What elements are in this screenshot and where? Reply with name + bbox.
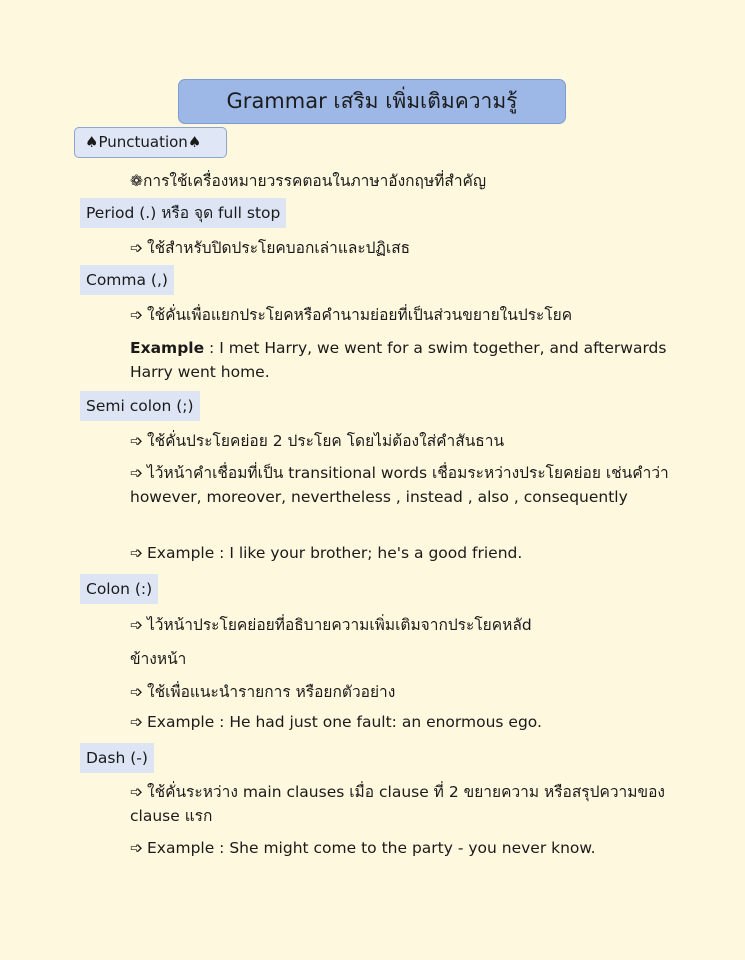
semicolon-item <box>130 461 675 509</box>
arrow-icon: ➩ <box>130 683 143 701</box>
section-label: Punctuation <box>98 133 188 151</box>
arrow-icon: ➩ <box>130 713 143 731</box>
item-text: Example : She might come to the party - you never know. <box>147 839 596 857</box>
dash-item <box>130 780 675 828</box>
arrow-icon: ➩ <box>130 239 143 257</box>
item-text: ใช้สำหรับปิดประโยคบอกเล่าและปฏิเสธ <box>147 239 411 257</box>
arrow-icon: ➩ <box>130 616 143 634</box>
example-label: Example <box>130 339 205 357</box>
spade-icon: ♠ <box>187 133 202 151</box>
colon-item-continuation: ข้างหน้า <box>130 650 187 668</box>
item-text: ใช้คั่นประโยคย่อย 2 ประโยค โดยไม่ต้องใส่คำสันธาน <box>147 432 505 450</box>
dash-example <box>130 839 596 857</box>
semicolon-heading: Semi colon (;) <box>80 391 200 421</box>
colon-item <box>130 612 532 637</box>
example-text: : I met Harry, we went for a swim together, and afterwards Harry went home. <box>130 339 667 381</box>
arrow-icon: ➩ <box>130 544 143 562</box>
colon-heading: Colon (:) <box>80 574 158 604</box>
arrow-icon: ➩ <box>130 839 143 857</box>
section-badge <box>74 127 227 158</box>
semicolon-example <box>130 544 522 562</box>
arrow-icon: ➩ <box>130 306 143 324</box>
item-text: Example : He had just one fault: an enormous ego. <box>147 713 542 731</box>
comma-heading: Comma (,) <box>80 265 174 295</box>
page-title: Grammar เสริม เพิ่มเติมความรู้ <box>178 79 566 124</box>
item-text: ไว้หน้าคำเชื่อมที่เป็น transitional words เชื่อมระหว่างประโยคย่อย เช่นคำว่า however, moreover, nevertheless , instead , also , consequently <box>130 464 669 506</box>
period-item <box>130 235 410 260</box>
item-text: ใช้คั่นระหว่าง main clauses เมื่อ clause ที่ 2 ขยายความ หรือสรุปความของ clause แรก <box>130 783 665 825</box>
colon-item <box>130 679 395 704</box>
comma-item <box>130 302 572 327</box>
period-heading: Period (.) หรือ จุด full stop <box>80 198 286 228</box>
intro-line <box>130 168 486 193</box>
item-text: ใช้คั่นเพื่อแยกประโยคหรือคำนามย่อยที่เป็นส่วนขยายในประโยค <box>147 306 573 324</box>
arrow-icon: ➩ <box>130 432 143 450</box>
item-text: ใช้เพื่อแนะนำรายการ หรือยกตัวอย่าง <box>147 683 396 701</box>
comma-example <box>130 336 675 384</box>
item-text: ไว้หน้าประโยคย่อยที่อธิบายความเพิ่มเติมจากประโยคหลัd <box>147 616 532 634</box>
arrow-icon: ➩ <box>130 783 143 801</box>
intro-text: การใช้เครื่องหมายวรรคตอนในภาษาอังกฤษที่สำคัญ <box>143 172 487 190</box>
arrow-icon: ➩ <box>130 464 143 482</box>
item-text: Example : I like your brother; he's a good friend. <box>147 544 523 562</box>
dash-heading: Dash (-) <box>80 743 154 773</box>
colon-example <box>130 713 542 731</box>
flower-bullet-icon: ❁ <box>130 172 143 190</box>
semicolon-item <box>130 428 504 453</box>
spade-icon: ♠ <box>85 133 99 151</box>
